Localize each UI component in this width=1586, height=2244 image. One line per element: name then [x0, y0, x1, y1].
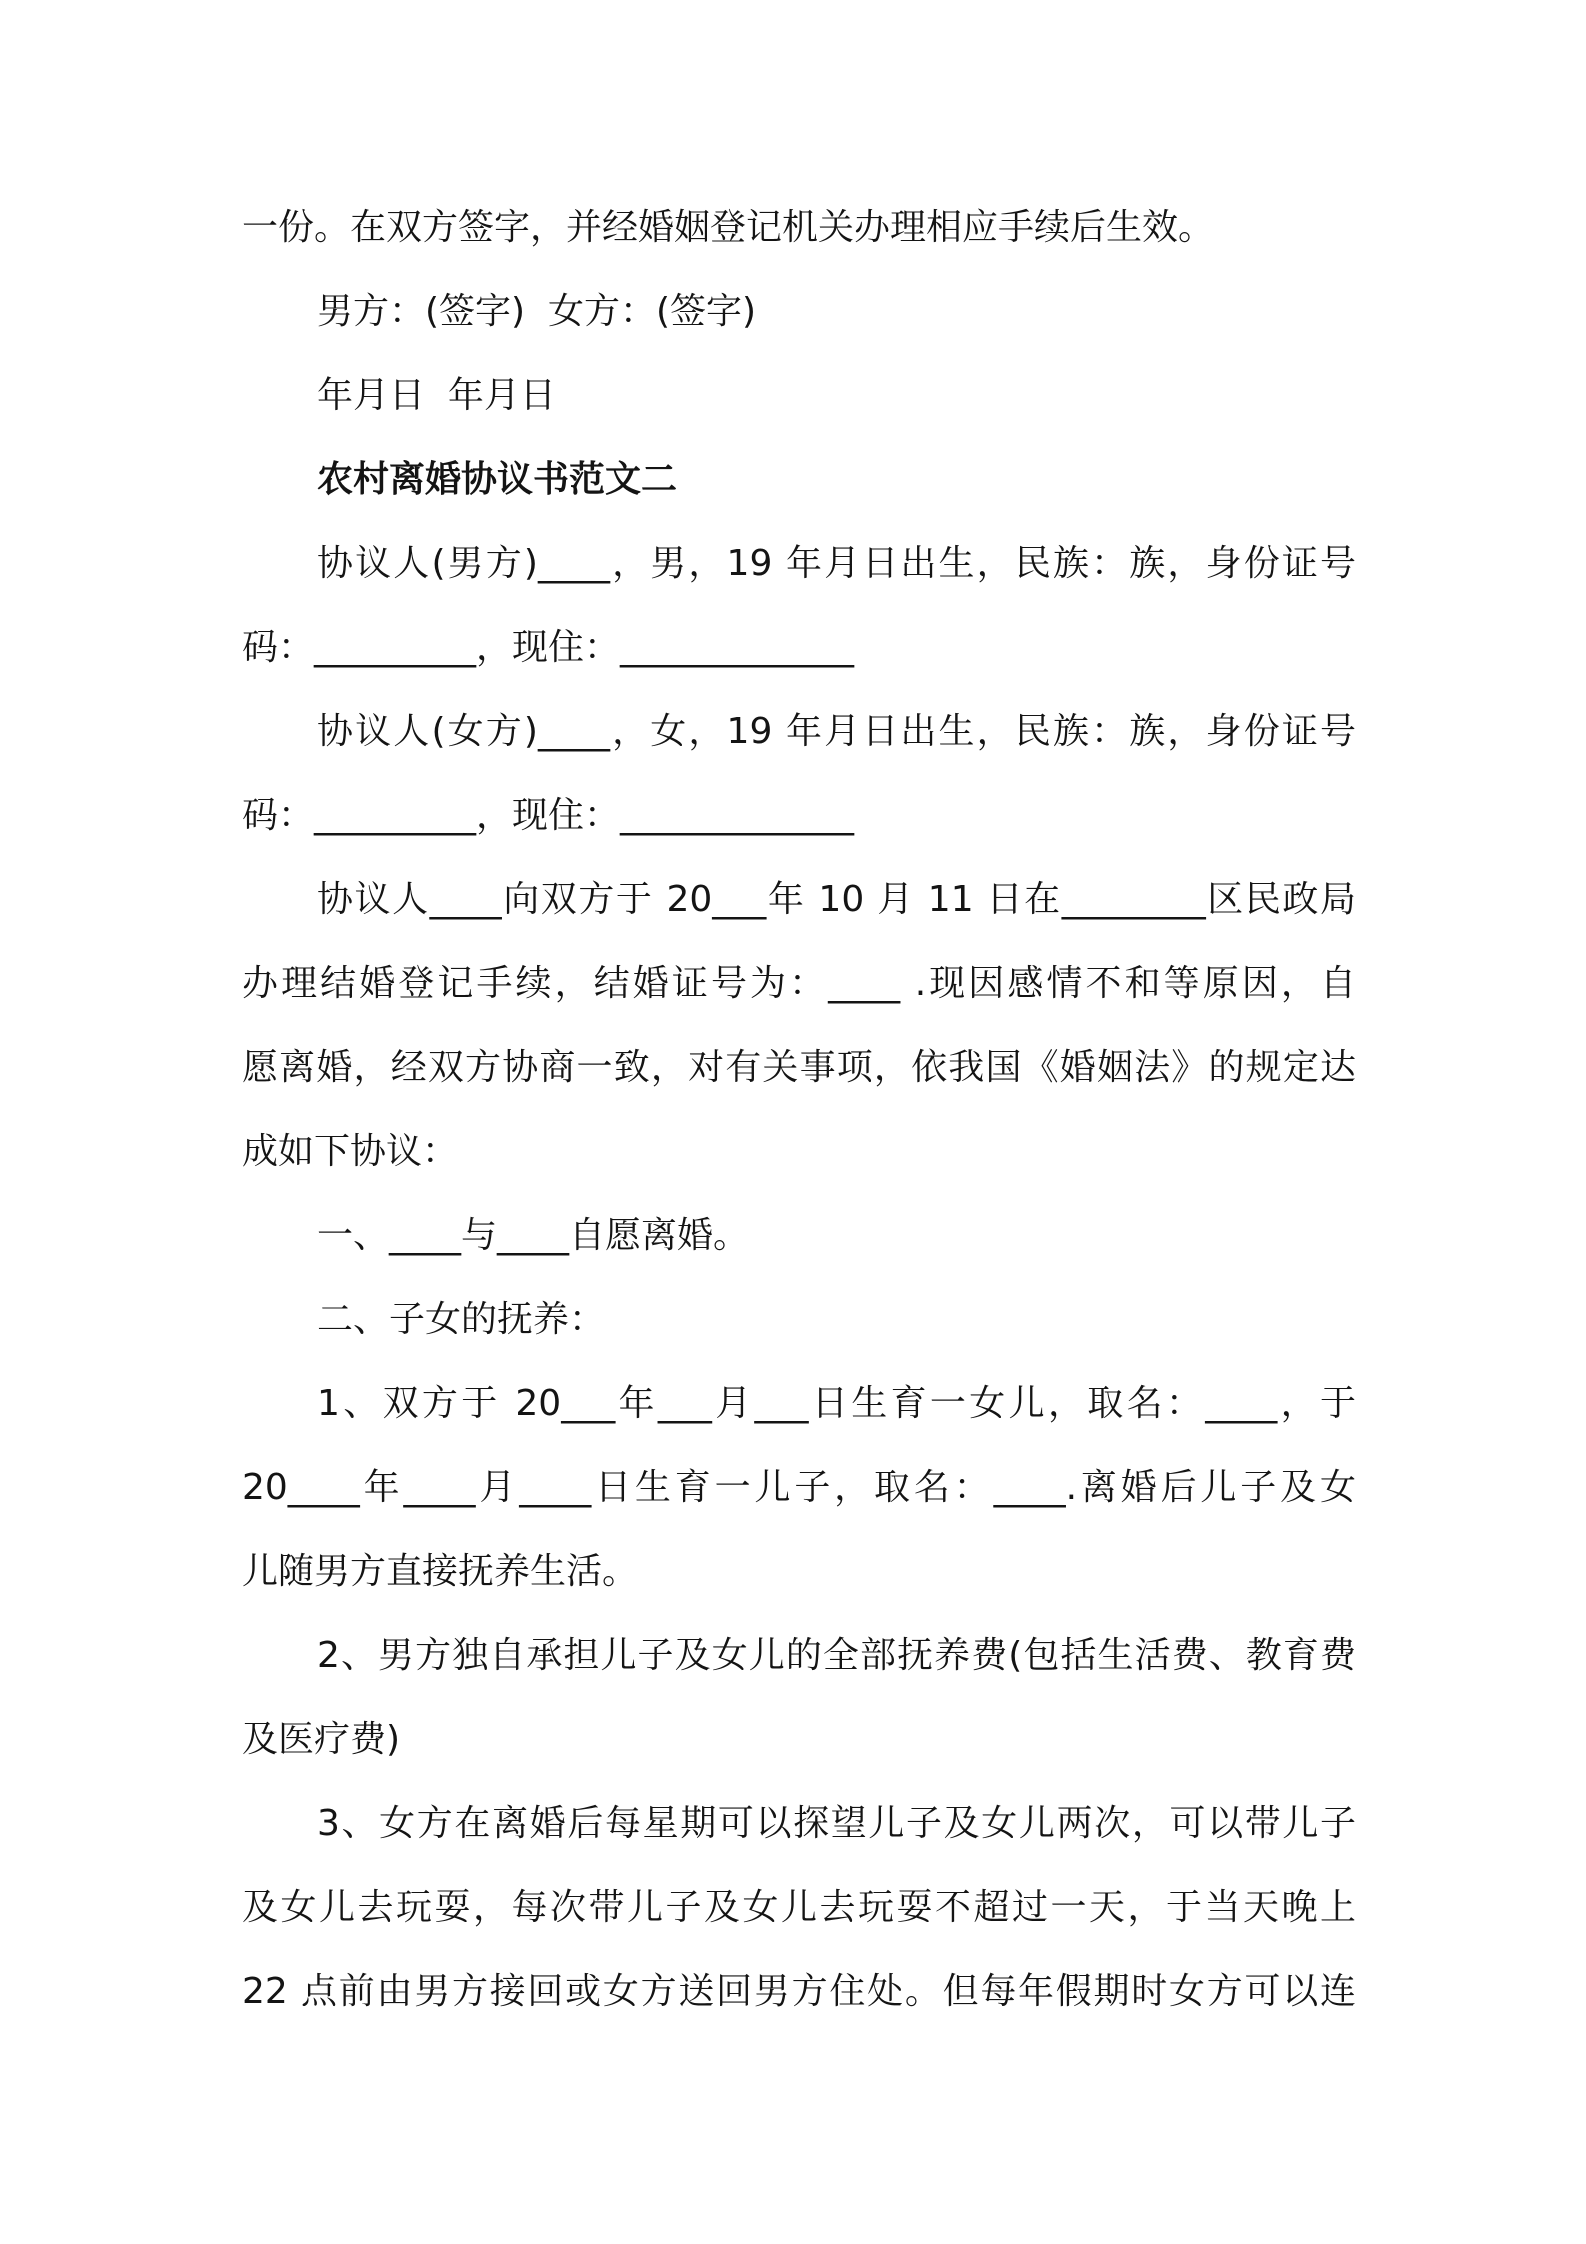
- text-line: 办理结婚登记手续，结婚证号为：____ .现因感情不和等原因，自: [242, 963, 1356, 1004]
- text-line: 成如下协议：: [242, 1131, 459, 1172]
- date-line: 年月日 年月日: [317, 375, 556, 416]
- clause-item-1: 1、双方于 20___年___月___日生育一女儿，取名：____，于: [317, 1383, 1356, 1424]
- clause-item-3: 3、女方在离婚后每星期可以探望儿子及女儿两次，可以带儿子: [317, 1803, 1356, 1844]
- section-heading: 农村离婚协议书范文二: [317, 459, 678, 500]
- text-line-party-male-id: 码：_________，现住：_____________: [242, 627, 855, 668]
- document-body: [242, 186, 1356, 2034]
- clause-one: 一、____与____自愿离婚。: [317, 1215, 750, 1256]
- clause-item-2: 2、男方独自承担儿子及女儿的全部抚养费(包括生活费、教育费: [317, 1635, 1356, 1676]
- text-line: 及女儿去玩耍，每次带儿子及女儿去玩耍不超过一天，于当天晚上: [242, 1887, 1356, 1928]
- text-line-continuation: 一份。在双方签字，并经婚姻登记机关办理相应手续后生效。: [242, 207, 1215, 248]
- text-line-party-male: 协议人(男方)____，男，19 年月日出生，民族：族，身份证号: [317, 543, 1356, 584]
- clause-two-heading: 二、子女的抚养：: [317, 1299, 606, 1340]
- text-line: 愿离婚，经双方协商一致，对有关事项，依我国《婚姻法》的规定达: [242, 1047, 1356, 1088]
- text-line-marriage-registration: 协议人____向双方于 20___年 10 月 11 日在________区民政局: [317, 879, 1356, 920]
- text-line-party-female: 协议人(女方)____，女，19 年月日出生，民族：族，身份证号: [317, 711, 1356, 752]
- signature-line: 男方：(签字) 女方：(签字): [317, 291, 757, 332]
- text-line: 及医疗费): [242, 1719, 401, 1760]
- text-line: 22 点前由男方接回或女方送回男方住处。但每年假期时女方可以连: [242, 1971, 1356, 2012]
- text-line: 儿随男方直接抚养生活。: [242, 1551, 639, 1592]
- text-line-party-female-id: 码：_________，现住：_____________: [242, 795, 855, 836]
- text-line: 20____年____月____日生育一儿子，取名：____.离婚后儿子及女: [242, 1467, 1356, 1508]
